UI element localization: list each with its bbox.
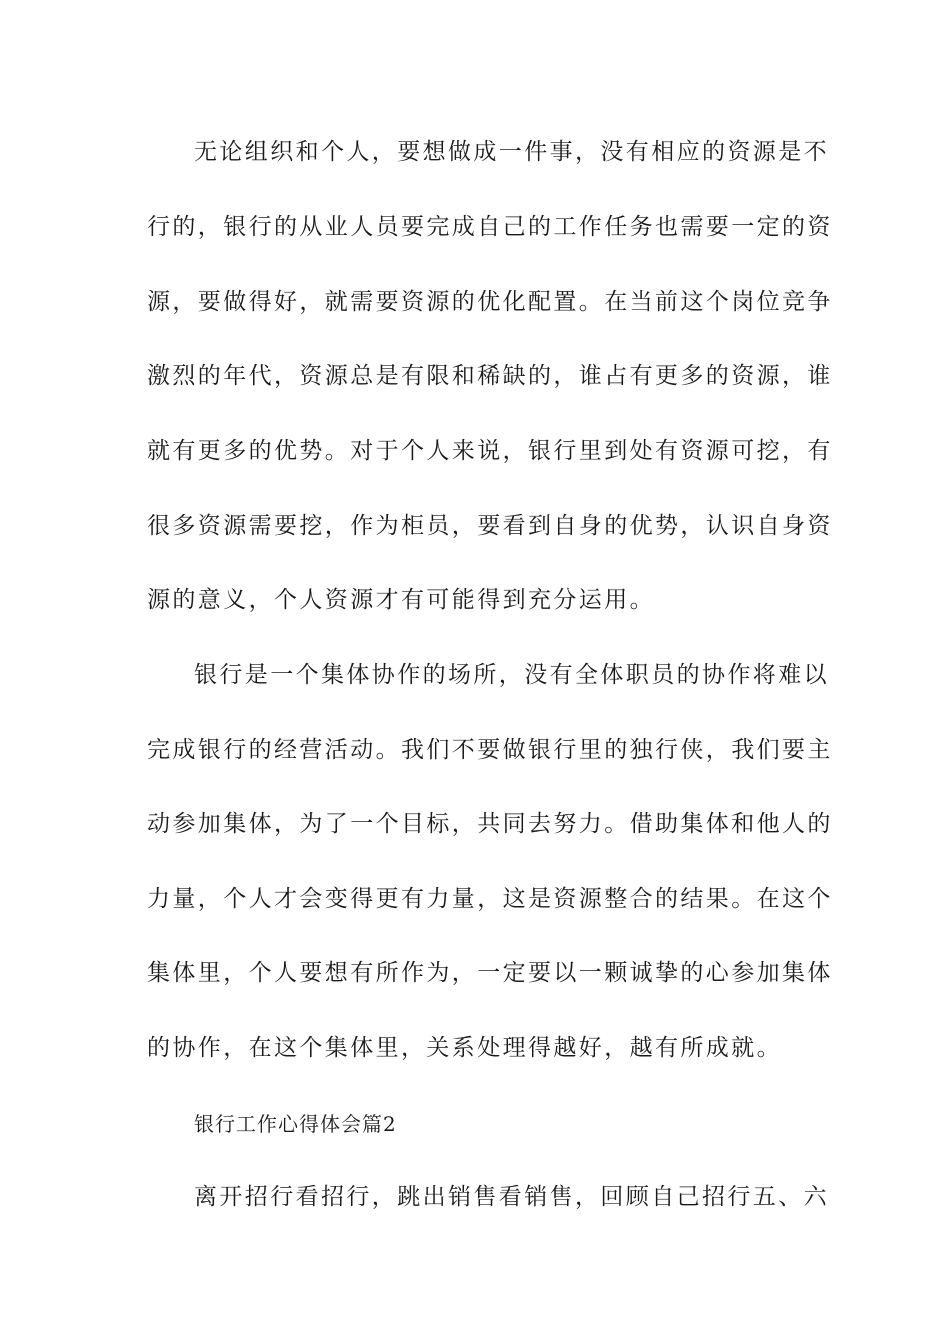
- paragraph-2-line-4: 力量，个人才会变得更有力量，这是资源整合的结果。在这个: [147, 886, 833, 912]
- paragraph-1-line-3: 源，要做得好，就需要资源的优化配置。在当前这个岗位竞争: [147, 289, 833, 315]
- paragraph-2-line-6: 的协作，在这个集体里，关系处理得越好，越有所成就。: [147, 1035, 782, 1061]
- paragraph-1-line-6: 很多资源需要挖，作为柜员，要看到自身的优势，认识自身资: [147, 513, 833, 539]
- paragraph-2-line-5: 集体里，个人要想有所作为，一定要以一颗诚挚的心参加集体: [147, 960, 833, 986]
- paragraph-1-line-2: 行的，银行的从业人员要完成自己的工作任务也需要一定的资: [147, 214, 833, 240]
- section-heading: 银行工作心得体会篇2: [194, 1112, 397, 1136]
- paragraph-1-line-1: 无论组织和个人，要想做成一件事，没有相应的资源是不: [194, 139, 829, 165]
- paragraph-1-line-7: 源的意义，个人资源才有可能得到充分运用。: [147, 587, 655, 613]
- paragraph-2-line-1: 银行是一个集体协作的场所，没有全体职员的协作将难以: [194, 662, 829, 688]
- paragraph-2-line-2: 完成银行的经营活动。我们不要做银行里的独行侠，我们要主: [147, 737, 833, 763]
- paragraph-1-line-5: 就有更多的优势。对于个人来说，银行里到处有资源可挖，有: [147, 438, 833, 464]
- paragraph-2-line-3: 动参加集体，为了一个目标，共同去努力。借助集体和他人的: [147, 811, 833, 837]
- paragraph-3-line-1: 离开招行看招行，跳出销售看销售，回顾自己招行五、六: [194, 1184, 829, 1210]
- paragraph-1-line-4: 激烈的年代，资源总是有限和稀缺的，谁占有更多的资源，谁: [147, 363, 833, 389]
